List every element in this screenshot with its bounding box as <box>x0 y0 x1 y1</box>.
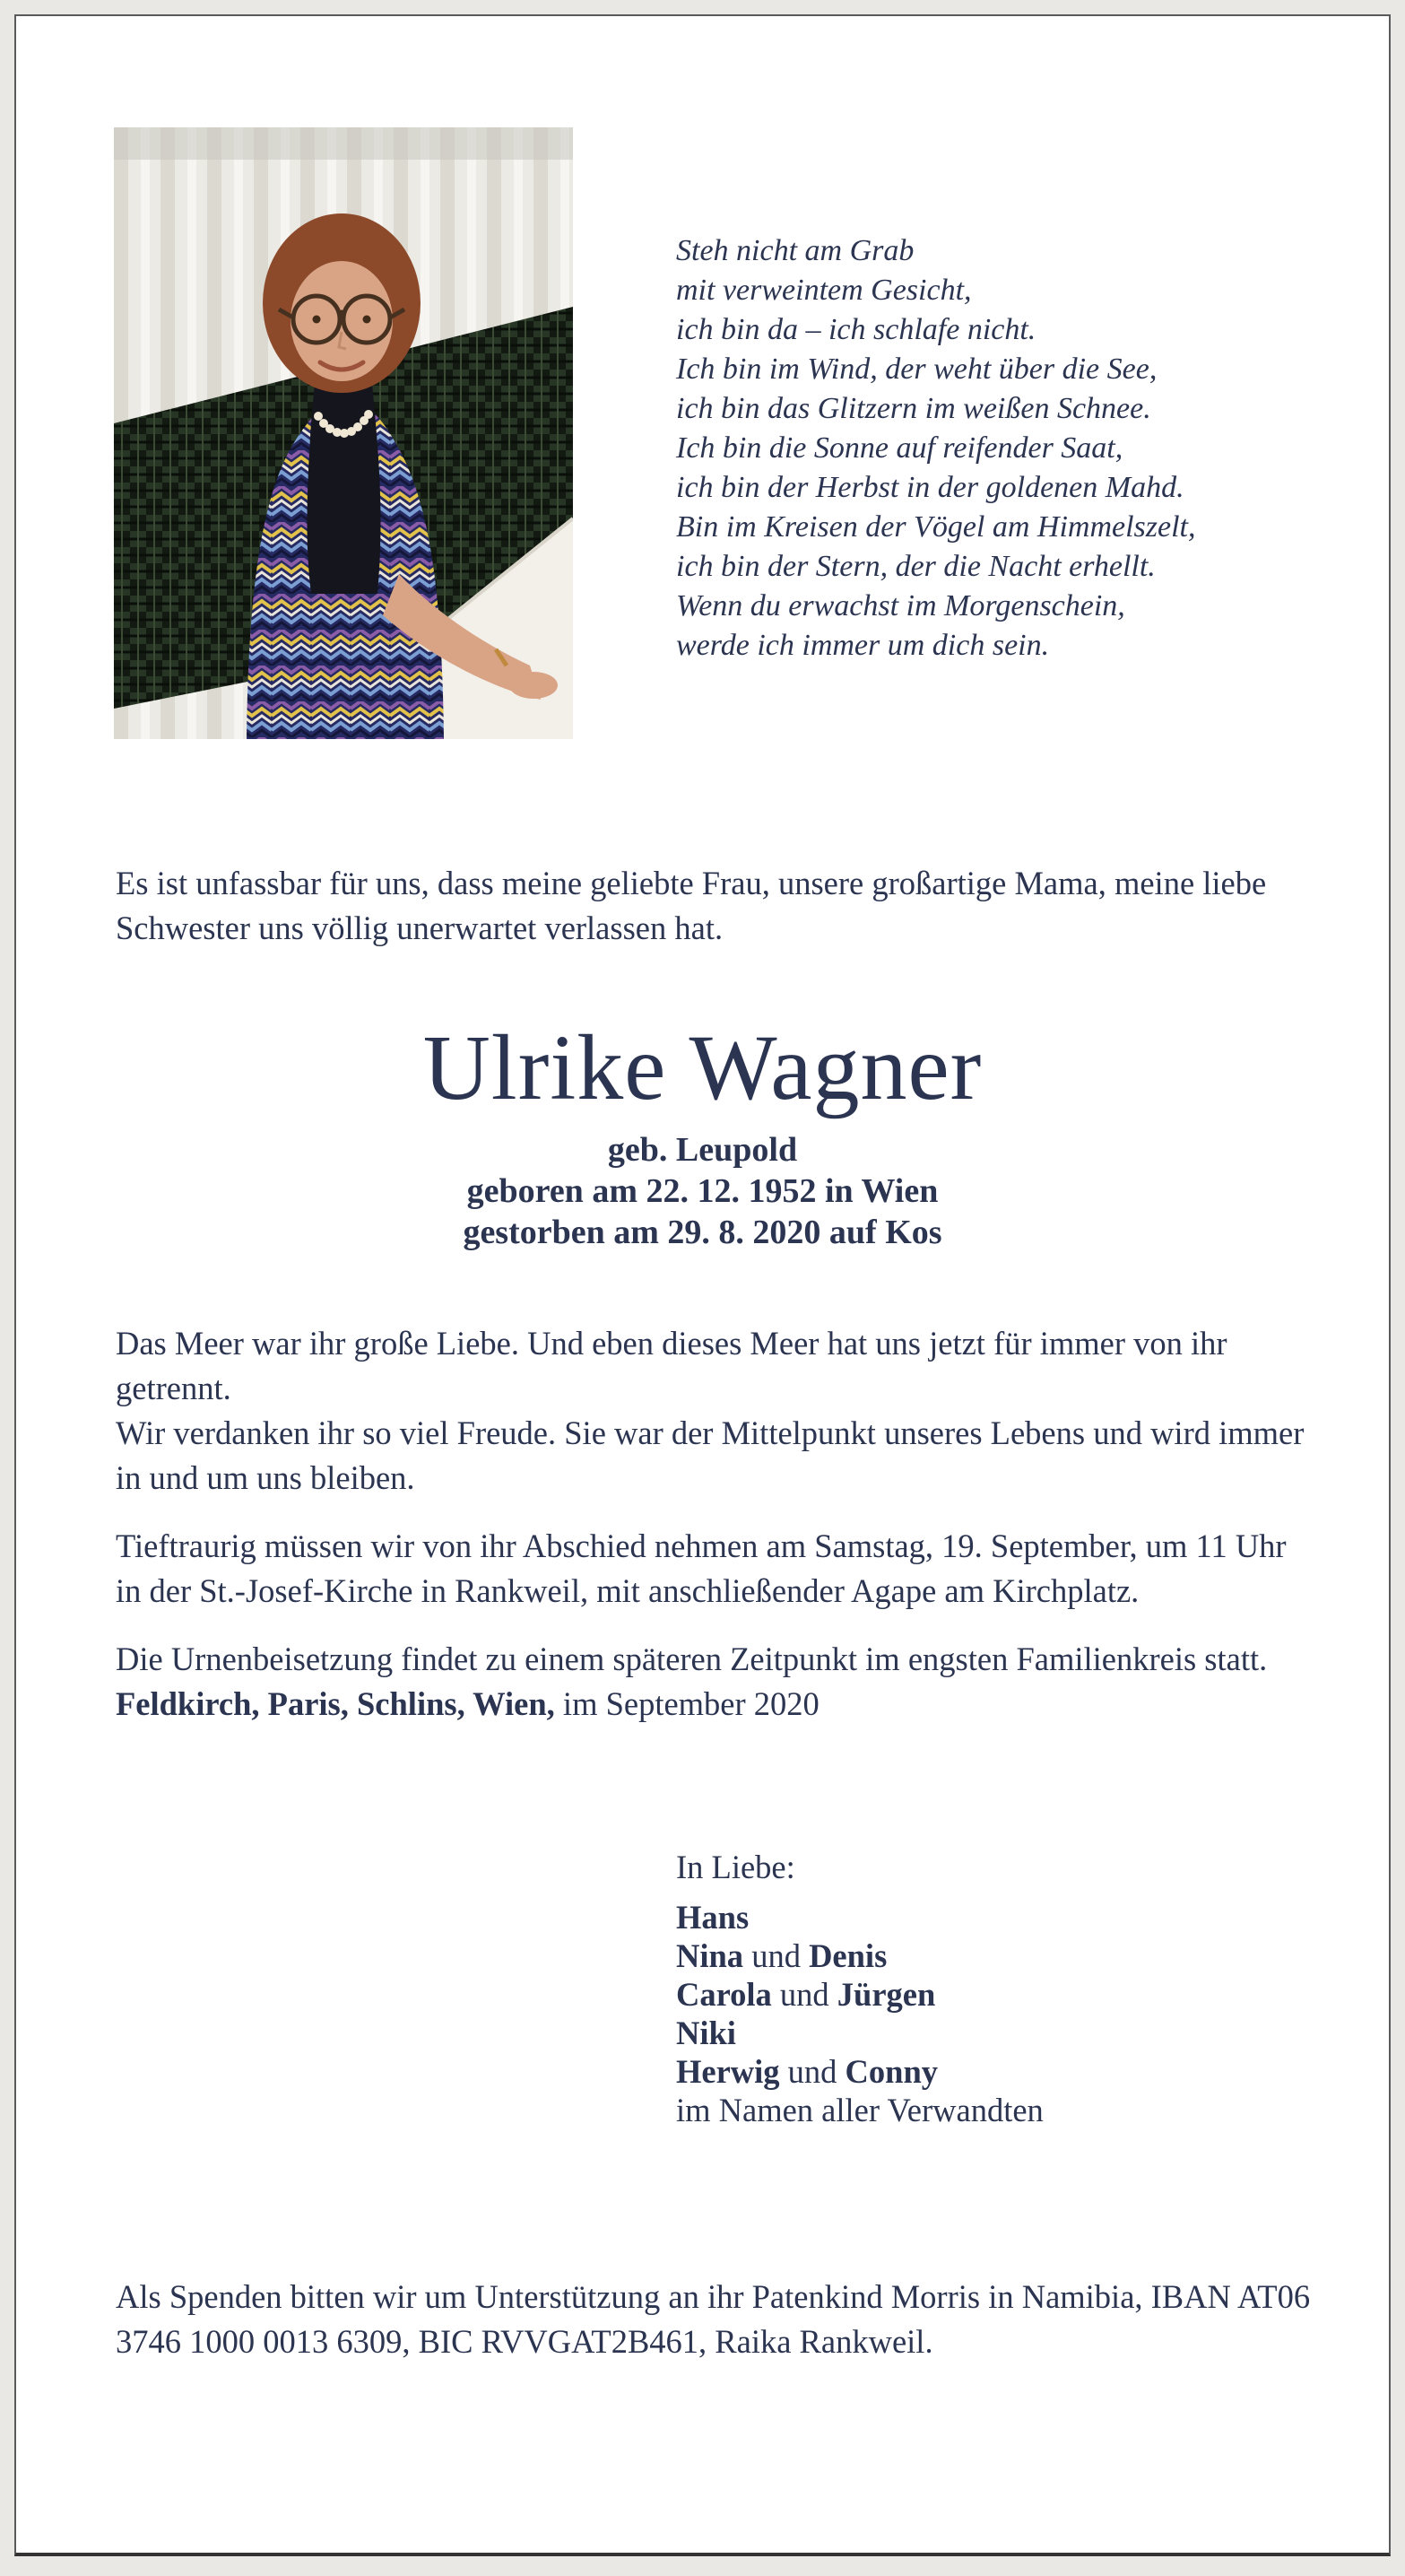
closing-line <box>116 1682 1315 1727</box>
poem-line: Ich bin im Wind, der weht über die See, <box>676 352 1158 386</box>
family-line-text: und <box>771 1976 837 2013</box>
poem-line: ich bin da – ich schlafe nicht. <box>676 313 1036 346</box>
poem-line: ich bin der Stern, der die Nacht erhellt. <box>676 550 1156 583</box>
family-member-name: Carola <box>676 1976 772 2013</box>
family-line <box>676 2014 1044 2052</box>
deceased-name: Ulrike Wagner <box>422 1016 983 1119</box>
poem-line: mit verweintem Gesicht, <box>676 274 972 307</box>
portrait-photo <box>114 127 573 739</box>
poem-line: ich bin das Glitzern im weißen Schnee. <box>676 392 1151 425</box>
deceased-block <box>16 1016 1389 1253</box>
family-lines <box>676 1898 1044 2129</box>
birth-date-line: geboren am 22. 12. 1952 in Wien <box>466 1172 939 1211</box>
body-paragraph: Das Meer war ihr große Liebe. Und eben dieses Meer hat uns jetzt für immer von ihr getrennt. <box>116 1325 1227 1406</box>
family-line <box>676 1898 1044 1936</box>
family-member-name: Niki <box>676 2015 736 2051</box>
body-paragraph: Tieftraurig müssen wir von ihr Abschied nehmen am Samstag, 19. September, um 11 Uhr in der St.-Josef-Kirche in Rankweil, mit anschließender Agape am Kirchplatz. <box>116 1527 1287 1609</box>
family-line-text: im Namen aller Verwandten <box>676 2092 1044 2128</box>
closing-locations: Feldkirch, Paris, Schlins, Wien, <box>116 1685 555 1722</box>
birth-name: geb. Leupold <box>607 1131 798 1170</box>
memorial-card <box>14 14 1391 2556</box>
poem-line: Ich bin die Sonne auf reifender Saat, <box>676 431 1123 465</box>
body-text <box>116 1321 1315 1727</box>
body-paragraph: Die Urnenbeisetzung findet zu einem späteren Zeitpunkt im engsten Familienkreis statt. <box>116 1640 1268 1677</box>
family-member-name: Conny <box>845 2053 939 2090</box>
poem-line: Steh nicht am Grab <box>676 234 915 267</box>
family-member-name: Jürgen <box>837 1976 936 2013</box>
body-paragraph: Wir verdanken ihr so viel Freude. Sie war der Mittelpunkt unseres Lebens und wird immer in und um uns bleiben. <box>116 1414 1305 1496</box>
family-line-text: und <box>779 2053 846 2090</box>
memorial-poem <box>676 231 1357 666</box>
poem-line: ich bin der Herbst in der goldenen Mahd. <box>676 471 1184 504</box>
death-date-line: gestorben am 29. 8. 2020 auf Kos <box>463 1214 942 1252</box>
poem-line: Bin im Kreisen der Vögel am Himmelszelt, <box>676 510 1196 544</box>
family-line <box>676 1975 1044 2014</box>
poem-line: werde ich immer um dich sein. <box>676 629 1050 662</box>
family-member-name: Nina <box>676 1937 744 1974</box>
donation-note: Als Spenden bitten wir um Unterstützung an ihr Patenkind Morris in Namibia, IBAN AT06 3746 1000 0013 6309, BIC RVVGAT2B461, Raika Rankweil. <box>116 2278 1311 2360</box>
poem-line: Wenn du erwachst im Morgenschein, <box>676 589 1125 622</box>
family-member-name: Denis <box>809 1937 888 1974</box>
family-member-name: Herwig <box>676 2053 780 2090</box>
family-line <box>676 1936 1044 1975</box>
intro-text: Es ist unfassbar für uns, dass meine geliebte Frau, unsere großartige Mama, meine liebe Schwester uns völlig unerwartet verlassen hat. <box>116 865 1267 946</box>
family-line <box>676 2091 1044 2129</box>
family-block <box>676 1848 1044 2129</box>
family-line-text: und <box>743 1937 810 1974</box>
family-member-name: Hans <box>676 1899 750 1936</box>
family-heading: In Liebe: <box>676 1849 795 1885</box>
family-line <box>676 2052 1044 2091</box>
closing-date: im September 2020 <box>554 1685 820 1722</box>
